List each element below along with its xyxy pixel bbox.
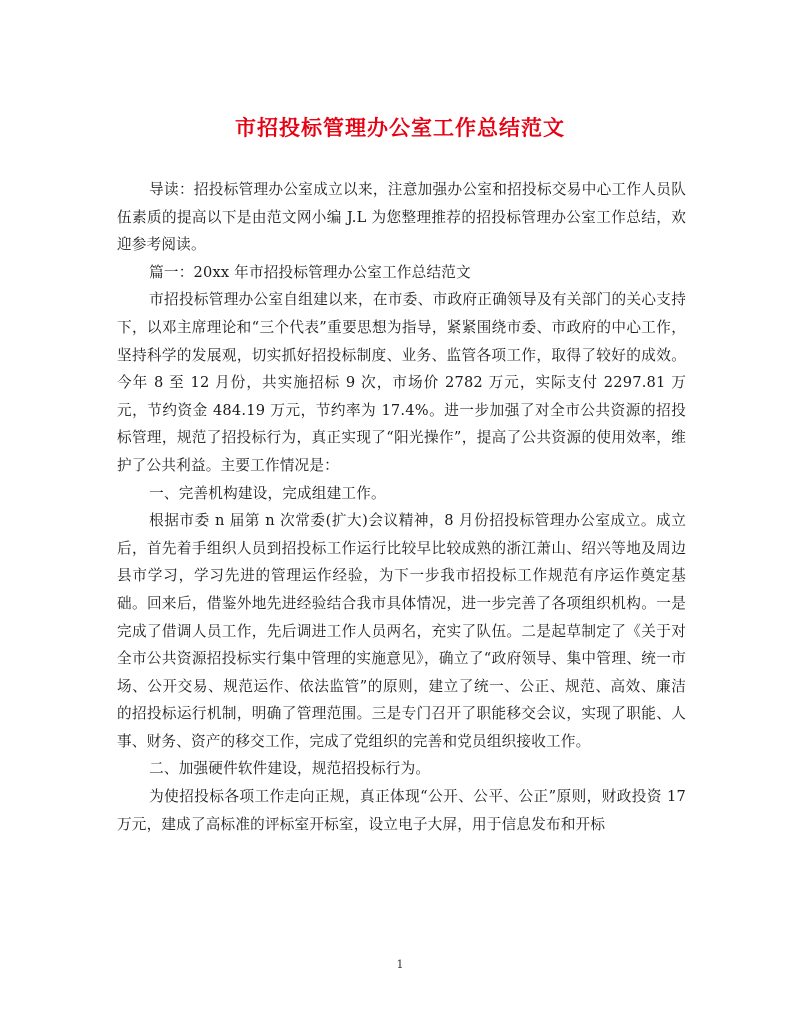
document-body: [117, 176, 686, 838]
section-heading: 二、加强硬件软件建设，规范招投标行为。: [149, 760, 431, 778]
body-paragraph: 市招投标管理办公室自组建以来，在市委、市政府正确领导及有关部门的关心支持下，以邓主席理论和“三个代表”重要思想为指导，紧紧围绕市委、市政府的中心工作，坚持科学的发展观，切实抓好招投标制度、业务、监管各项工作，取得了较好的成效。今年 8 至 12 月份，共实施招标 9 次，市场价 2782 万元，实际支付 2297.81 万元，节约资金 484.19 万元，节约率为 17.4%。进一步加强了对全市公共资源的招投标管理，规范了招投标行为，真正实现了“阳光操作”，提高了公共资源的使用效率，维护了公共利益。主要工作情况是：: [117, 291, 686, 474]
section-heading: 一、完善机构建设，完成组建工作。: [149, 484, 386, 502]
intro-paragraph: 导读：招投标管理办公室成立以来，注意加强办公室和招投标交易中心工作人员队伍素质的提高以下是由范文网小编 J.L 为您整理推荐的招投标管理办公室工作总结，欢迎参考阅读。: [117, 181, 686, 254]
section-heading: 篇一：20xx 年市招投标管理办公室工作总结范文: [149, 263, 471, 281]
body-paragraph: 为使招投标各项工作走向正规，真正体现“公开、公平、公正”原则，财政投资 17 万元，建成了高标准的评标室开标室，设立电子大屏，用于信息发布和开标: [117, 788, 686, 833]
body-paragraph: 根据市委 n 届第 n 次常委(扩大)会议精神，8 月份招投标管理办公室成立。成立后，首先着手组织人员到招投标工作运行比较早比较成熟的浙江萧山、绍兴等地及周边县市学习，学习先进的管理运作经验，为下一步我市招投标工作规范有序运作奠定基础。回来后，借鉴外地先进经验结合我市具体情况，进一步完善了各项组织机构。一是完成了借调人员工作，先后调进工作人员两名，充实了队伍。二是起草制定了《关于对全市公共资源招投标实行集中管理的实施意见》，确立了“政府领导、集中管理、统一市场、公开交易、规范运作、依法监管”的原则，建立了统一、公正、规范、高效、廉洁的招投标运行机制，明确了管理范围。三是专门召开了职能移交会议，实现了职能、人事、财务、资产的移交工作，完成了党组织的完善和党员组织接收工作。: [117, 512, 686, 750]
page-number: 1: [396, 958, 404, 971]
document-title: 市招投标管理办公室工作总结范文: [235, 115, 565, 140]
